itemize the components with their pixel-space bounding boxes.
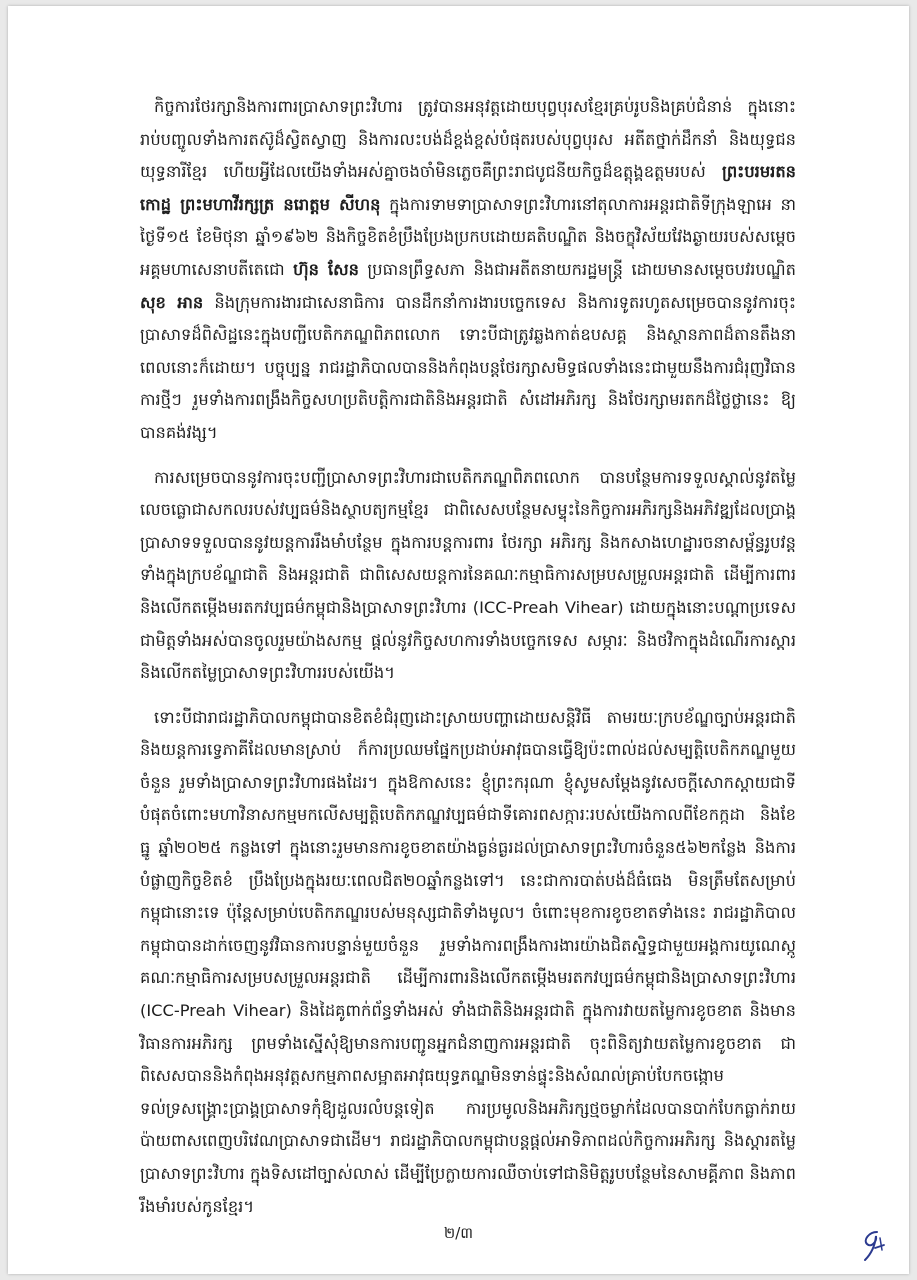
- paragraph-1: [140, 91, 796, 450]
- page-number: ២/៣: [443, 1224, 474, 1242]
- paragraph-3: [140, 702, 796, 1224]
- handwritten-initial-signature: [857, 1224, 887, 1264]
- p1-text-1: កិច្ចការថែរក្សានិងការពារប្រាសាទព្រះវិហារ ត្រូវបានអនុវត្តដោយបុព្វបុរសខ្មែរគ្រប់រូបនិងគ្រប់ជំនាន់ ក្នុងនោះរាប់បញ្ចូលទាំងការតស៊ូដ៏ស្វិតស្វាញ និងការលះបង់ដ៏ខ្ពង់ខ្ពស់បំផុតរបស់បុព្វបុរស អតីតថ្នាក់ដឹកនាំ និងយុទ្ធជន យុទ្ធនារីខ្មែរ ហើយអ្វីដែលយើងទាំងអស់គ្នាចងចាំមិនភ្លេចគឺព្រះរាជបូជនីយកិច្ចដ៏ឧត្តុង្គឧត្តមរបស់: [140, 97, 796, 182]
- p1-text-3: ប្រធានព្រឹទ្ធសភា និងជាអតីតនាយករដ្ឋមន្ត្រី ដោយមានសម្តេចបវរបណ្ឌិត: [358, 259, 796, 279]
- p1-text-2: ក្នុងការទាមទាប្រាសាទព្រះវិហារនៅតុលាការអន្តរជាតិទីក្រុងឡាអេ នាថ្ងៃទី១៥ ខែមិថុនា ឆ្នាំ១៩៦២ និងកិច្ចខិតខំប្រឹងប្រែងប្រកបដោយគតិបណ្ឌិត និងចក្ខុវិស័យវែងឆ្ងាយរបស់សម្តេចអគ្គមហាសេនាបតីតេជោ: [140, 194, 796, 279]
- p1-name-sok-an: សុខ អាន: [140, 292, 204, 312]
- paragraph-2: [140, 462, 796, 690]
- p1-text-4: និងក្រុមការងារជាសេនាធិការ បានដឹកនាំការងារបច្ចេកទេស និងការទូតរហូតសម្រេចបាននូវការចុះប្រាសាទដ៏ពិសិដ្ឋនេះក្នុងបញ្ជីបេតិកភណ្ឌពិភពលោក ទោះបីជាត្រូវឆ្លងកាត់ឧបសគ្គ និងស្ថានភាពដ៏តានតឹងនាពេលនោះក៏ដោយ។ បច្ចុប្បន្ន រាជរដ្ឋាភិបាលបាននិងកំពុងបន្តថែរក្សាសមិទ្ធផលទាំងនេះជាមួយនឹងការជំរុញវិធានការថ្មីៗ រួមទាំងការពង្រឹងកិច្ចសហប្រតិបត្តិការជាតិនិងអន្តរជាតិ សំដៅអភិរក្ស និងថែរក្សាមរតកដ៏ថ្លៃថ្លានេះ ឱ្យបានគង់វង្ស។: [140, 292, 796, 442]
- document-body: [140, 91, 796, 1235]
- p1-name-hun-sen: ហ៊ុន សែន: [293, 259, 359, 279]
- p2-text-1: ការសម្រេចបាននូវការចុះបញ្ជីប្រាសាទព្រះវិហារជាបេតិកភណ្ឌពិភពលោក បានបន្ថែមការទទួលស្គាល់នូវតម្លៃលេចធ្លោជាសកលរបស់វប្បធម៌និងស្ថាបត្យកម្មខ្មែរ ជាពិសេសបន្ថែមសម្ទុះនៃកិច្ចការអភិរក្សនិងអភិវឌ្ឍដែលប្រាង្គប្រាសាទទទួលបាននូវយន្តការរឹងមាំបន្ថែម ក្នុងការបន្តការពារ ថែរក្សា អភិរក្ស និងកសាងហេដ្ឋារចនាសម្ព័ន្ធរូបវន្តទាំងក្នុងក្របខ័ណ្ឌជាតិ និងអន្តរជាតិ ជាពិសេសយន្តការនៃគណៈកម្មាធិការសម្របសម្រួលអន្តរជាតិ ដើម្បីការពារនិងលើកតម្កើងមរតកវប្បធម៌កម្ពុជានិងប្រាសាទព្រះវិហារ (ICC-Preah Vihear) ដោយក្នុងនោះបណ្តាប្រទេសជាមិត្តទាំងអស់បានចូលរួមយ៉ាងសកម្ម ផ្តល់នូវកិច្ចសហការទាំងបច្ចេកទេស សម្ភារៈ និងថវិកាក្នុងដំណើរការស្តារ និងលើកតម្លៃប្រាសាទព្រះវិហាររបស់យើង។: [140, 467, 796, 683]
- document-page: [8, 6, 909, 1274]
- p1-name-king-father: ព្រះបរមរតនកោដ្ឋ ព្រះមហាវីរក្សត្រ នរោត្តម សីហនុ: [140, 162, 796, 214]
- p3-text-1: ទោះបីជារាជរដ្ឋាភិបាលកម្ពុជាបានខិតខំជំរុញដោះស្រាយបញ្ហាដោយសន្តិវិធី តាមរយៈក្របខ័ណ្ឌច្បាប់អន្តរជាតិ និងយន្តការទ្វេភាគីដែលមានស្រាប់ ក៏ការប្រឈមផ្នែកប្រដាប់អាវុធបានធ្វើឱ្យប៉ះពាល់ដល់សម្បត្តិបេតិកភណ្ឌមួយចំនួន រួមទាំងប្រាសាទព្រះវិហារផងដែរ។ ក្នុងឱកាសនេះ ខ្ញុំព្រះករុណា ខ្ញុំសូមសម្តែងនូវសេចក្តីសោកស្តាយជាទីបំផុតចំពោះមហាវិនាសកម្មមកលើសម្បត្តិបេតិកភណ្ឌវប្បធម៌ជាទីគោរពសក្ការៈរបស់យើងកាលពីខែកក្កដា និងខែធ្នូ ឆ្នាំ២០២៥ កន្លងទៅ ក្នុងនោះរួមមានការខូចខាតយ៉ាងធ្ងន់ធ្ងរដល់ប្រាសាទព្រះវិហារចំនួន៥៦២កន្លែង និងការបំផ្លាញកិច្ចខិតខំ ប្រឹងប្រែងក្នុងរយៈពេលជិត២០ឆ្នាំកន្លងទៅ។ នេះជាការបាត់បង់ដ៏ធំធេង មិនត្រឹមតែសម្រាប់កម្ពុជានោះទេ ប៉ុន្តែសម្រាប់បេតិកភណ្ឌរបស់មនុស្សជាតិទាំងមូល។ ចំពោះមុខការខូចខាតទាំងនេះ រាជរដ្ឋាភិបាលកម្ពុជាបានដាក់ចេញនូវវិធានការបន្ទាន់មួយចំនួន រួមទាំងការពង្រឹងការងារយ៉ាងជិតស្និទ្ធជាមួយអង្គការយូណេស្កូ គណៈកម្មាធិការសម្របសម្រួលអន្តរជាតិ ដើម្បីការពារនិងលើកតម្កើងមរតកវប្បធម៌កម្ពុជានិងប្រាសាទព្រះវិហារ (ICC-Preah Vihear) និងដៃគូពាក់ព័ន្ធទាំងអស់ ទាំងជាតិនិងអន្តរជាតិ ក្នុងការវាយតម្លៃការខូចខាត និងមានវិធានការអភិរក្ស ព្រមទាំងស្នើសុំឱ្យមានការបញ្ជូនអ្នកជំនាញការអន្តរជាតិ ចុះពិនិត្យវាយតម្លៃការខូចខាត ជាពិសេសបាននិងកំពុងអនុវត្តសកម្មភាពសម្អាតអាវុធយុទ្ធភណ្ឌមិនទាន់ផ្ទុះនិងសំណល់គ្រាប់បែកចង្កោម ទល់ទ្រសង្គ្រោះប្រាង្គប្រាសាទកុំឱ្យដួលរលំបន្តទៀត ការប្រមូលនិងអភិរក្សថ្មចម្លាក់ដែលបានបាក់បែកធ្លាក់រាយប៉ាយពាសពេញបរិវេណប្រាសាទជាដើម។ រាជរដ្ឋាភិបាលកម្ពុជាបន្តផ្តល់អាទិភាពដល់កិច្ចការអភិរក្ស និងស្តារតម្លៃប្រាសាទព្រះវិហារ ក្នុងទិសដៅច្បាស់លាស់ ដើម្បីប្រែក្លាយការឈឺចាប់ទៅជានិមិត្តរូបបន្ថែមនៃសាមគ្គីភាព និងភាពរឹងមាំរបស់កូនខ្មែរ។: [140, 707, 796, 1216]
